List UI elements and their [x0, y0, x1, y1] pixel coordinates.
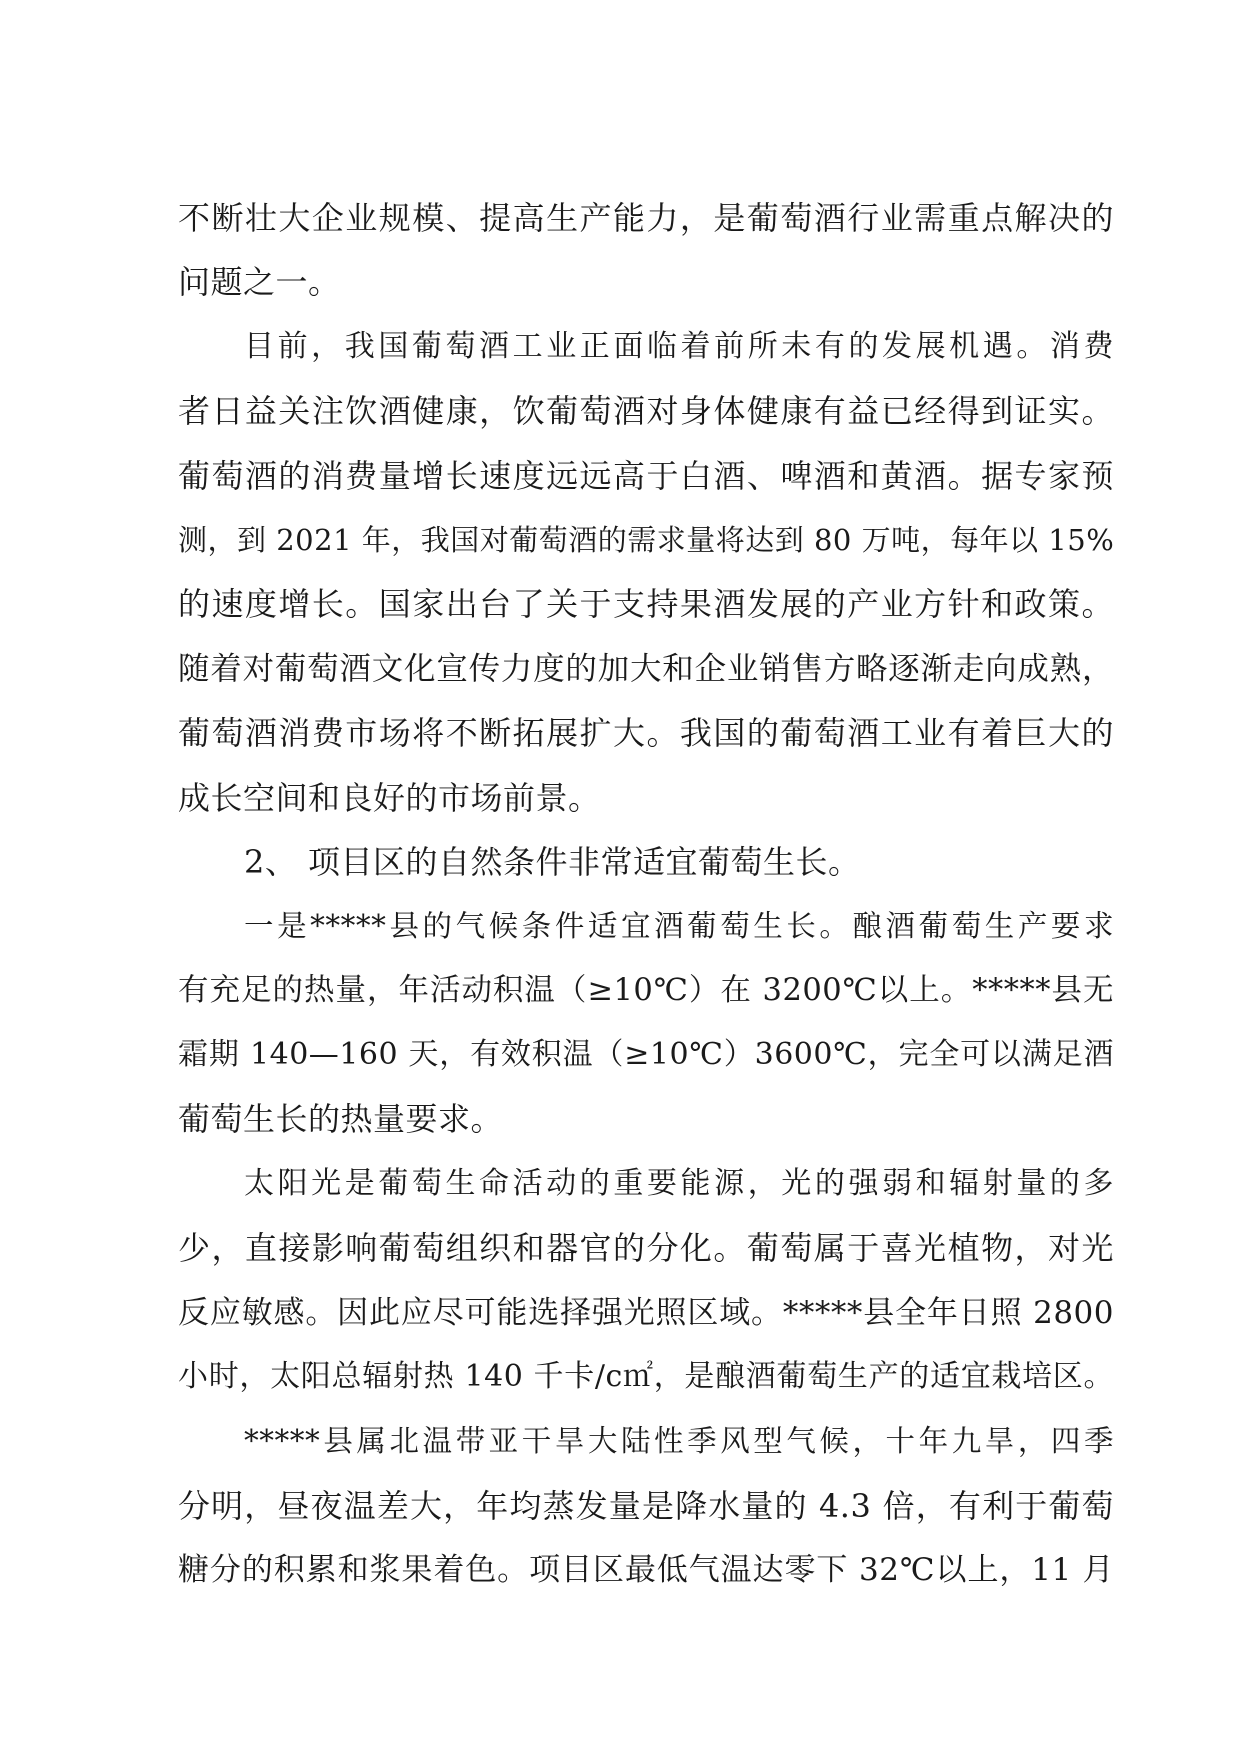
text-line: 反应敏感。因此应尽可能选择强光照区域。*****县全年日照 2800 — [178, 1294, 1114, 1331]
text-line: 的速度增长。国家出台了关于支持果酒发展的产业方针和政策。 — [178, 585, 1114, 624]
text-line: 葡萄生长的热量要求。 — [178, 1100, 504, 1139]
text-line: 测，到 2021 年，我国对葡萄酒的需求量将达到 80 万吨，每年以 15% — [178, 522, 1115, 557]
text-line: *****县属北温带亚干旱大陆性季风型气候，十年九旱，四季 — [244, 1424, 1114, 1459]
text-line: 不断壮大企业规模、提高生产能力，是葡萄酒行业需重点解决的 — [178, 199, 1114, 237]
text-line: 霜期 140—160 天，有效积温（≥10℃）3600℃，完全可以满足酒 — [178, 1037, 1114, 1073]
text-line: 太阳光是葡萄生命活动的重要能源，光的强弱和辐射量的多 — [244, 1165, 1114, 1201]
text-line: 有充足的热量，年活动积温（≥10℃）在 3200℃以上。*****县无 — [178, 972, 1114, 1008]
text-line: 问题之一。 — [178, 263, 341, 302]
text-line: 葡萄酒消费市场将不断拓展扩大。我国的葡萄酒工业有着巨大的 — [178, 714, 1114, 753]
body-text — [178, 186, 1114, 1603]
text-line: 糖分的积累和浆果着色。项目区最低气温达零下 32℃以上，11 月 — [178, 1552, 1114, 1589]
text-line: 成长空间和良好的市场前景。 — [178, 778, 601, 817]
text-line: 随着对葡萄酒文化宣传力度的加大和企业销售方略逐渐走向成熟， — [178, 650, 1114, 687]
text-line: 葡萄酒的消费量增长速度远远高于白酒、啤酒和黄酒。据专家预 — [178, 456, 1114, 495]
text-line: 小时，太阳总辐射热 140 千卡/c㎡，是酿酒葡萄生产的适宜栽培区。 — [178, 1359, 1114, 1395]
text-line: 少，直接影响葡萄组织和器官的分化。葡萄属于喜光植物，对光 — [178, 1229, 1114, 1268]
text-line: 者日益关注饮酒健康，饮葡萄酒对身体健康有益已经得到证实。 — [178, 392, 1114, 431]
text-line: 目前，我国葡萄酒工业正面临着前所未有的发展机遇。消费 — [244, 328, 1114, 364]
text-line: 分明，昼夜温差大，年均蒸发量是降水量的 4.3 倍，有利于葡萄 — [178, 1486, 1114, 1525]
section-heading: 2、 项目区的自然条件非常适宜葡萄生长。 — [244, 842, 861, 881]
text-line: 一是*****县的气候条件适宜酒葡萄生长。酿酒葡萄生产要求 — [244, 909, 1114, 944]
